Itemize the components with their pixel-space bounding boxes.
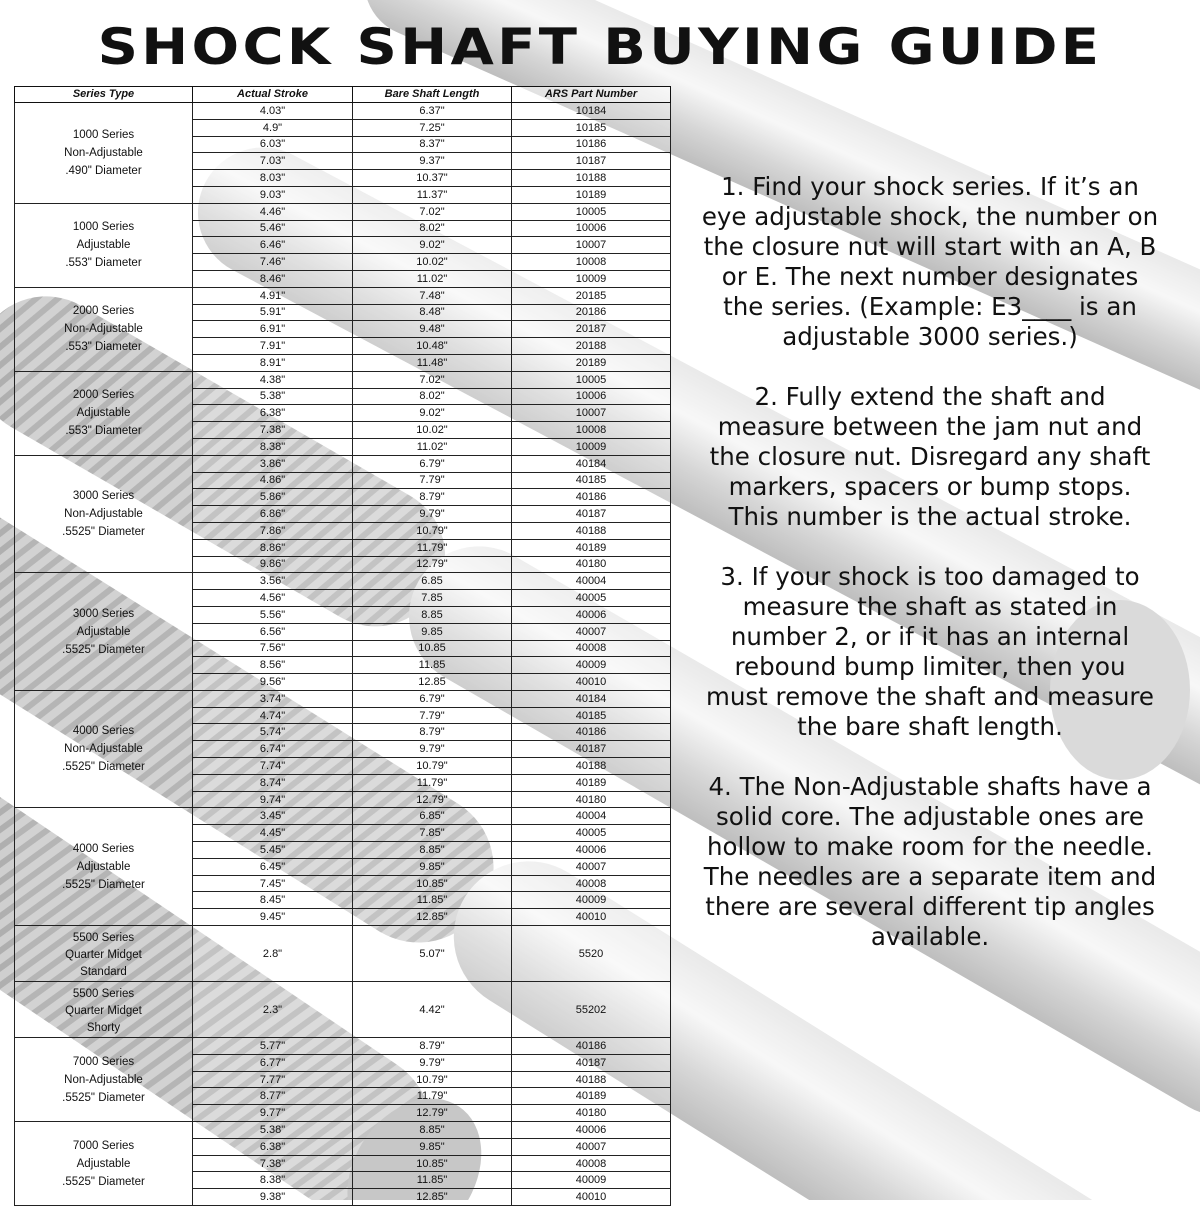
series-type-line: 1000 Series — [72, 128, 135, 141]
series-type-line: Non-Adjustable — [64, 743, 143, 756]
series-type-line: .5525" Diameter — [62, 1175, 145, 1188]
series-type-line: 4000 Series — [72, 842, 135, 855]
actual-stroke-cell: 5.46" — [193, 220, 353, 237]
bare-shaft-length-cell: 8.79" — [353, 724, 512, 741]
series-type-line: Adjustable — [76, 625, 131, 638]
part-number-cell: 40184 — [512, 690, 671, 707]
table-row — [15, 982, 671, 1038]
bare-shaft-length-cell: 9.79" — [353, 1054, 512, 1071]
series-type-cell — [15, 1122, 193, 1206]
series-type-cell — [15, 690, 193, 808]
bare-shaft-length-cell: 8.85 — [353, 606, 512, 623]
series-type-line: 1000 Series — [72, 221, 135, 234]
part-number-cell: 40009 — [512, 1172, 671, 1189]
actual-stroke-cell: 8.86" — [193, 539, 353, 556]
table-row — [15, 371, 671, 388]
actual-stroke-cell: 5.77" — [193, 1038, 353, 1055]
actual-stroke-cell: 4.86" — [193, 472, 353, 489]
series-type-line: .5525" Diameter — [62, 761, 145, 774]
actual-stroke-cell: 4.91" — [193, 287, 353, 304]
bare-shaft-length-cell: 11.85" — [353, 892, 512, 909]
actual-stroke-cell: 6.56" — [193, 623, 353, 640]
part-number-cell: 40004 — [512, 808, 671, 825]
part-number-cell: 40185 — [512, 707, 671, 724]
part-number-cell: 40006 — [512, 1122, 671, 1139]
table-row — [15, 203, 671, 220]
actual-stroke-cell: 5.38" — [193, 388, 353, 405]
part-number-cell: 20186 — [512, 304, 671, 321]
actual-stroke-cell: 9.56" — [193, 674, 353, 691]
bare-shaft-length-cell: 10.79" — [353, 522, 512, 539]
series-type-line: 3000 Series — [72, 607, 135, 620]
bare-shaft-length-cell: 7.02" — [353, 371, 512, 388]
part-number-cell: 40009 — [512, 657, 671, 674]
actual-stroke-cell: 8.46" — [193, 270, 353, 287]
part-number-cell: 40189 — [512, 1088, 671, 1105]
bare-shaft-length-cell: 7.25" — [353, 119, 512, 136]
part-number-cell: 40009 — [512, 892, 671, 909]
bare-shaft-length-cell: 9.02" — [353, 405, 512, 422]
actual-stroke-cell: 8.38" — [193, 1172, 353, 1189]
table-row — [15, 1122, 671, 1139]
actual-stroke-cell: 4.9" — [193, 119, 353, 136]
part-number-cell: 10006 — [512, 220, 671, 237]
actual-stroke-cell: 5.38" — [193, 1122, 353, 1139]
actual-stroke-cell: 2.8" — [193, 926, 353, 982]
series-type-line: 5500 Series — [72, 988, 135, 1001]
part-number-cell: 10006 — [512, 388, 671, 405]
actual-stroke-cell: 3.45" — [193, 808, 353, 825]
series-type-line: Quarter Midget — [65, 1005, 142, 1018]
table-row — [15, 455, 671, 472]
bare-shaft-length-cell: 10.85" — [353, 1155, 512, 1172]
actual-stroke-cell: 7.38" — [193, 422, 353, 439]
bare-shaft-length-cell: 8.48" — [353, 304, 512, 321]
instruction-step-1: 1. Find your shock series. If it’s an eye adjustable shock, the number on the closure nut will start with an A, B or E. The next number designates the series. (Example: E3____ is an adjustable 3000 series.) — [701, 172, 1159, 351]
bare-shaft-length-cell: 6.85" — [353, 808, 512, 825]
table-row — [15, 926, 671, 982]
bare-shaft-length-cell: 9.79" — [353, 506, 512, 523]
bare-shaft-length-cell: 12.79" — [353, 791, 512, 808]
series-type-cell — [15, 982, 193, 1038]
actual-stroke-cell: 4.74" — [193, 707, 353, 724]
series-type-line: 3000 Series — [72, 490, 135, 503]
actual-stroke-cell: 4.45" — [193, 825, 353, 842]
bare-shaft-length-cell: 9.37" — [353, 153, 512, 170]
bare-shaft-length-cell: 11.85 — [353, 657, 512, 674]
series-type-line: Standard — [80, 966, 127, 979]
bare-shaft-length-cell: 9.79" — [353, 741, 512, 758]
series-type-line: Non-Adjustable — [64, 1073, 143, 1086]
part-number-cell: 40180 — [512, 1105, 671, 1122]
bare-shaft-length-cell: 8.85" — [353, 1122, 512, 1139]
actual-stroke-cell: 5.45" — [193, 842, 353, 859]
part-number-cell: 40007 — [512, 623, 671, 640]
bare-shaft-length-cell: 11.02" — [353, 438, 512, 455]
part-number-cell: 20185 — [512, 287, 671, 304]
part-number-cell: 10007 — [512, 237, 671, 254]
bare-shaft-length-cell: 11.48" — [353, 354, 512, 371]
part-number-cell: 40010 — [512, 909, 671, 926]
actual-stroke-cell: 8.74" — [193, 774, 353, 791]
bare-shaft-length-cell: 11.02" — [353, 270, 512, 287]
series-type-cell — [15, 808, 193, 926]
actual-stroke-cell: 8.56" — [193, 657, 353, 674]
actual-stroke-cell: 7.56" — [193, 640, 353, 657]
series-type-line: Non-Adjustable — [64, 146, 143, 159]
bare-shaft-length-cell: 12.85" — [353, 909, 512, 926]
table-header-row — [15, 87, 671, 103]
part-number-cell: 20189 — [512, 354, 671, 371]
series-type-line: Quarter Midget — [65, 949, 142, 962]
part-number-cell: 40007 — [512, 1138, 671, 1155]
bare-shaft-length-cell: 6.85 — [353, 573, 512, 590]
bare-shaft-length-cell: 10.85 — [353, 640, 512, 657]
page-title: SHOCK SHAFT BUYING GUIDE — [97, 18, 1103, 76]
part-number-cell: 40005 — [512, 825, 671, 842]
actual-stroke-cell: 9.74" — [193, 791, 353, 808]
series-type-line: 7000 Series — [72, 1055, 135, 1068]
actual-stroke-cell: 9.86" — [193, 556, 353, 573]
bare-shaft-length-cell: 8.37" — [353, 136, 512, 153]
part-number-cell: 40188 — [512, 1071, 671, 1088]
bare-shaft-length-cell: 8.79" — [353, 1038, 512, 1055]
actual-stroke-cell: 3.74" — [193, 690, 353, 707]
actual-stroke-cell: 6.03" — [193, 136, 353, 153]
bare-shaft-length-cell: 12.79" — [353, 556, 512, 573]
actual-stroke-cell: 7.86" — [193, 522, 353, 539]
actual-stroke-cell: 4.56" — [193, 590, 353, 607]
part-number-cell: 40187 — [512, 506, 671, 523]
actual-stroke-cell: 8.38" — [193, 438, 353, 455]
instruction-step-3: 3. If your shock is too damaged to measure the shaft as stated in number 2, or if it has an internal rebound bump limiter, then you must remove the shaft and measure the bare shaft length. — [706, 562, 1154, 741]
actual-stroke-cell: 6.91" — [193, 321, 353, 338]
bare-shaft-length-cell: 11.79" — [353, 1088, 512, 1105]
table-row — [15, 808, 671, 825]
series-type-line: .553" Diameter — [65, 257, 142, 270]
actual-stroke-cell: 9.38" — [193, 1189, 353, 1206]
part-number-cell: 5520 — [512, 926, 671, 982]
bare-shaft-length-cell: 7.48" — [353, 287, 512, 304]
part-number-cell: 40007 — [512, 858, 671, 875]
series-type-line: Adjustable — [76, 239, 131, 252]
actual-stroke-cell: 7.38" — [193, 1155, 353, 1172]
actual-stroke-cell: 6.86" — [193, 506, 353, 523]
part-number-cell: 10009 — [512, 270, 671, 287]
part-number-cell: 40185 — [512, 472, 671, 489]
series-type-cell — [15, 926, 193, 982]
header-ars-part-number: ARS Part Number — [512, 87, 671, 103]
bare-shaft-length-cell: 10.48" — [353, 338, 512, 355]
bare-shaft-length-cell: 12.85 — [353, 674, 512, 691]
instructions-panel — [700, 172, 1160, 982]
series-type-cell — [15, 203, 193, 287]
part-number-cell: 10007 — [512, 405, 671, 422]
actual-stroke-cell: 7.74" — [193, 758, 353, 775]
part-number-cell: 40184 — [512, 455, 671, 472]
bare-shaft-length-cell: 7.85" — [353, 825, 512, 842]
shaft-buying-guide-table — [14, 86, 671, 1206]
actual-stroke-cell: 7.46" — [193, 254, 353, 271]
series-type-line: .5525" Diameter — [62, 526, 145, 539]
actual-stroke-cell: 5.86" — [193, 489, 353, 506]
series-type-line: 7000 Series — [72, 1139, 135, 1152]
table-row — [15, 103, 671, 120]
actual-stroke-cell: 8.03" — [193, 170, 353, 187]
part-number-cell: 40189 — [512, 539, 671, 556]
bare-shaft-length-cell: 9.85" — [353, 858, 512, 875]
part-number-cell: 10005 — [512, 203, 671, 220]
bare-shaft-length-cell: 11.85" — [353, 1172, 512, 1189]
part-number-cell: 40187 — [512, 741, 671, 758]
part-number-cell: 20188 — [512, 338, 671, 355]
series-type-line: Non-Adjustable — [64, 508, 143, 521]
instruction-step-4: 4. The Non-Adjustable shafts have a solid core. The adjustable ones are hollow to make room for the needle. The needles are a separate item and there are several different tip angles available. — [703, 772, 1157, 951]
series-type-cell — [15, 371, 193, 455]
actual-stroke-cell: 6.77" — [193, 1054, 353, 1071]
table-row — [15, 287, 671, 304]
part-number-cell: 40005 — [512, 590, 671, 607]
part-number-cell: 55202 — [512, 982, 671, 1038]
part-number-cell: 40010 — [512, 1189, 671, 1206]
part-number-cell: 10188 — [512, 170, 671, 187]
part-number-cell: 10008 — [512, 422, 671, 439]
actual-stroke-cell: 6.38" — [193, 1138, 353, 1155]
bare-shaft-length-cell: 9.85 — [353, 623, 512, 640]
series-type-line: .5525" Diameter — [62, 1091, 145, 1104]
actual-stroke-cell: 6.38" — [193, 405, 353, 422]
bare-shaft-length-cell: 6.79" — [353, 455, 512, 472]
series-type-cell — [15, 1038, 193, 1122]
series-type-line: .553" Diameter — [65, 425, 142, 438]
series-type-line: Adjustable — [76, 1157, 131, 1170]
series-type-cell — [15, 573, 193, 691]
series-type-cell — [15, 455, 193, 573]
bare-shaft-length-cell: 10.02" — [353, 254, 512, 271]
actual-stroke-cell: 5.74" — [193, 724, 353, 741]
part-number-cell: 40186 — [512, 489, 671, 506]
actual-stroke-cell: 8.77" — [193, 1088, 353, 1105]
table-row — [15, 573, 671, 590]
part-number-cell: 40189 — [512, 774, 671, 791]
series-type-line: Shorty — [86, 1022, 121, 1035]
actual-stroke-cell: 3.56" — [193, 573, 353, 590]
actual-stroke-cell: 7.91" — [193, 338, 353, 355]
part-number-cell: 40188 — [512, 758, 671, 775]
bare-shaft-length-cell: 7.02" — [353, 203, 512, 220]
series-type-cell — [15, 287, 193, 371]
actual-stroke-cell: 9.45" — [193, 909, 353, 926]
part-number-cell: 10005 — [512, 371, 671, 388]
bare-shaft-length-cell: 4.42" — [353, 982, 512, 1038]
instruction-step-2: 2. Fully extend the shaft and measure between the jam nut and the closure nut. Disregard any shaft markers, spacers or bump stops. This number is the actual stroke. — [709, 382, 1151, 531]
part-number-cell: 20187 — [512, 321, 671, 338]
actual-stroke-cell: 2.3" — [193, 982, 353, 1038]
bare-shaft-length-cell: 10.79" — [353, 1071, 512, 1088]
part-number-cell: 40187 — [512, 1054, 671, 1071]
series-type-line: Adjustable — [76, 860, 131, 873]
bare-shaft-length-cell: 8.02" — [353, 388, 512, 405]
bare-shaft-length-cell: 9.85" — [353, 1138, 512, 1155]
actual-stroke-cell: 4.03" — [193, 103, 353, 120]
bare-shaft-length-cell: 6.37" — [353, 103, 512, 120]
bare-shaft-length-cell: 8.85" — [353, 842, 512, 859]
part-number-cell: 40006 — [512, 842, 671, 859]
bare-shaft-length-cell: 11.37" — [353, 186, 512, 203]
actual-stroke-cell: 5.56" — [193, 606, 353, 623]
series-type-line: 5500 Series — [72, 932, 135, 945]
part-number-cell: 10186 — [512, 136, 671, 153]
bare-shaft-length-cell: 9.02" — [353, 237, 512, 254]
shaft-table-container — [14, 86, 670, 1204]
series-type-cell — [15, 103, 193, 204]
part-number-cell: 40004 — [512, 573, 671, 590]
series-type-line: Non-Adjustable — [64, 323, 143, 336]
part-number-cell: 10187 — [512, 153, 671, 170]
bare-shaft-length-cell: 10.02" — [353, 422, 512, 439]
series-type-line: Adjustable — [76, 407, 131, 420]
actual-stroke-cell: 3.86" — [193, 455, 353, 472]
series-type-line: 2000 Series — [72, 305, 135, 318]
part-number-cell: 10189 — [512, 186, 671, 203]
bare-shaft-length-cell: 12.85" — [353, 1189, 512, 1206]
series-type-line: .553" Diameter — [65, 341, 142, 354]
bare-shaft-length-cell: 5.07" — [353, 926, 512, 982]
actual-stroke-cell: 6.46" — [193, 237, 353, 254]
bare-shaft-length-cell: 8.02" — [353, 220, 512, 237]
table-body — [15, 103, 671, 1206]
part-number-cell: 40180 — [512, 556, 671, 573]
bare-shaft-length-cell: 7.79" — [353, 707, 512, 724]
bare-shaft-length-cell: 7.85 — [353, 590, 512, 607]
bare-shaft-length-cell: 11.79" — [353, 539, 512, 556]
actual-stroke-cell: 5.91" — [193, 304, 353, 321]
part-number-cell: 40010 — [512, 674, 671, 691]
bare-shaft-length-cell: 11.79" — [353, 774, 512, 791]
actual-stroke-cell: 8.91" — [193, 354, 353, 371]
bare-shaft-length-cell: 6.79" — [353, 690, 512, 707]
part-number-cell: 10008 — [512, 254, 671, 271]
actual-stroke-cell: 9.03" — [193, 186, 353, 203]
actual-stroke-cell: 6.74" — [193, 741, 353, 758]
part-number-cell: 40186 — [512, 1038, 671, 1055]
part-number-cell: 40008 — [512, 1155, 671, 1172]
actual-stroke-cell: 7.45" — [193, 875, 353, 892]
part-number-cell: 40008 — [512, 875, 671, 892]
header-series-type: Series Type — [15, 87, 193, 103]
part-number-cell: 40180 — [512, 791, 671, 808]
part-number-cell: 10009 — [512, 438, 671, 455]
table-row — [15, 690, 671, 707]
part-number-cell: 40008 — [512, 640, 671, 657]
bare-shaft-length-cell: 7.79" — [353, 472, 512, 489]
actual-stroke-cell: 4.38" — [193, 371, 353, 388]
bare-shaft-length-cell: 10.79" — [353, 758, 512, 775]
actual-stroke-cell: 9.77" — [193, 1105, 353, 1122]
actual-stroke-cell: 8.45" — [193, 892, 353, 909]
part-number-cell: 10184 — [512, 103, 671, 120]
part-number-cell: 40186 — [512, 724, 671, 741]
header-bare-shaft-length: Bare Shaft Length — [353, 87, 512, 103]
series-type-line: 4000 Series — [72, 725, 135, 738]
series-type-line: .490" Diameter — [65, 164, 142, 177]
bare-shaft-length-cell: 10.37" — [353, 170, 512, 187]
bare-shaft-length-cell: 12.79" — [353, 1105, 512, 1122]
bare-shaft-length-cell: 9.48" — [353, 321, 512, 338]
series-type-line: .5525" Diameter — [62, 643, 145, 656]
table-row — [15, 1038, 671, 1055]
part-number-cell: 40006 — [512, 606, 671, 623]
bare-shaft-length-cell: 10.85" — [353, 875, 512, 892]
actual-stroke-cell: 6.45" — [193, 858, 353, 875]
part-number-cell: 40188 — [512, 522, 671, 539]
series-type-line: 2000 Series — [72, 389, 135, 402]
actual-stroke-cell: 7.03" — [193, 153, 353, 170]
actual-stroke-cell: 7.77" — [193, 1071, 353, 1088]
bare-shaft-length-cell: 8.79" — [353, 489, 512, 506]
part-number-cell: 10185 — [512, 119, 671, 136]
header-actual-stroke: Actual Stroke — [193, 87, 353, 103]
actual-stroke-cell: 4.46" — [193, 203, 353, 220]
series-type-line: .5525" Diameter — [62, 878, 145, 891]
